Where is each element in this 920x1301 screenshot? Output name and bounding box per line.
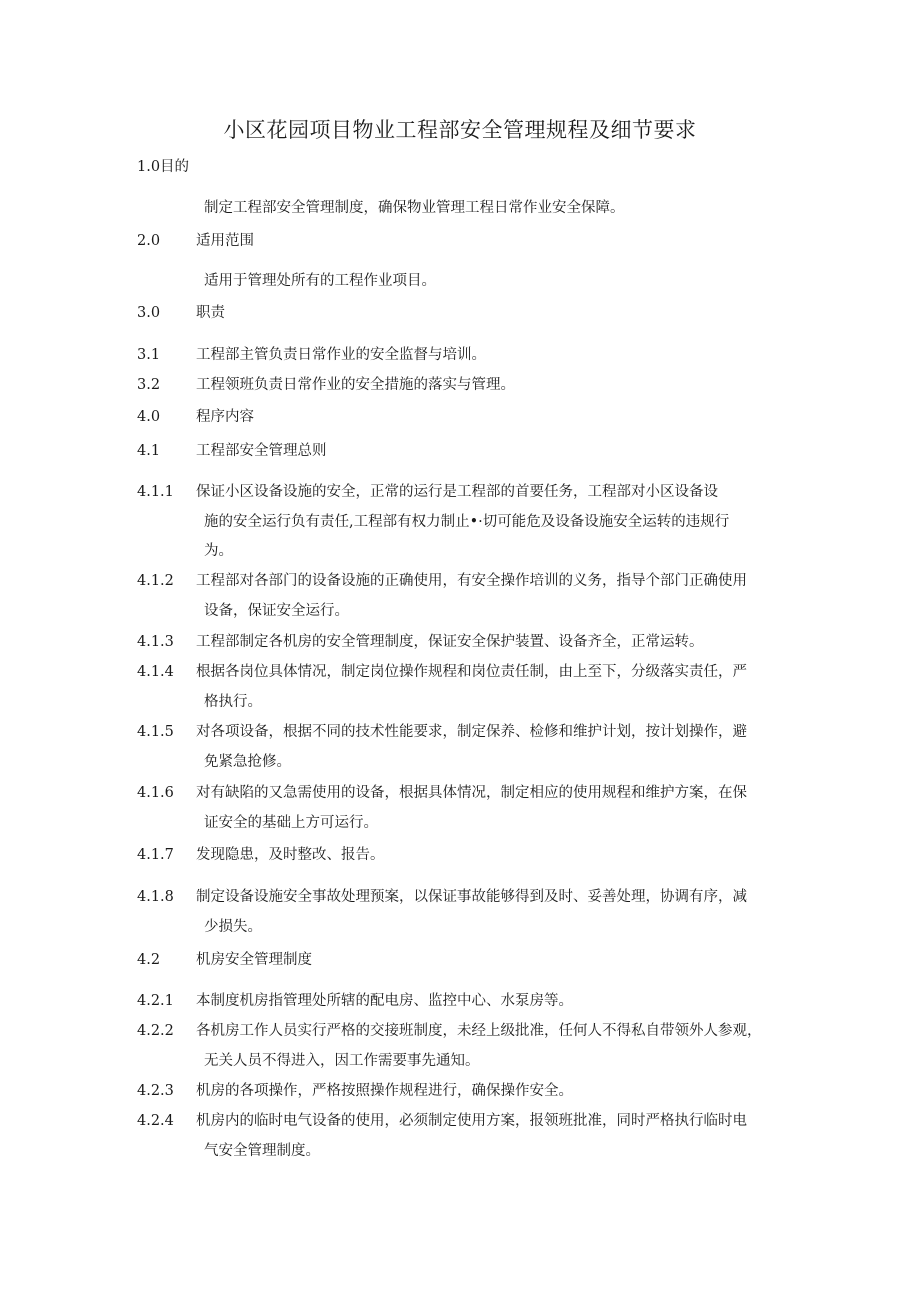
item-text-3-2: 工程领班负责日常作业的安全措施的落实与管理。 [196,377,515,393]
section-number-3-0: 3.0 [137,305,161,321]
section-number-4-2: 4.2 [137,952,161,968]
item-number-4-1-1: 4.1.1 [137,484,174,500]
item-text-4-1-2-line1: 工程部对各部门的设备设施的正确使用，有安全操作培训的义务，指导个部门正确使用 [196,573,747,589]
item-text-4-1-7-line1: 发现隐患，及时整改、报告。 [196,847,385,863]
item-text-4-2-4-line2: 气安全管理制度。 [204,1143,320,1159]
item-number-3-2: 3.2 [137,377,161,393]
item-number-4-2-3: 4.2.3 [137,1083,174,1099]
item-text-4-2-3-line1: 机房的各项操作，严格按照操作规程进行，确保操作安全。 [196,1083,573,1099]
item-number-4-1-8: 4.1.8 [137,889,174,905]
item-text-3-1: 工程部主管负责日常作业的安全监督与培训。 [196,347,486,363]
section-heading-4-2: 机房安全管理制度 [196,952,312,968]
item-text-4-1-1-line2: 施的安全运行负有责任,工程部有权力制止•·切可能危及设备设施安全运转的违规行 [204,514,730,530]
item-number-4-1-4: 4.1.4 [137,664,174,680]
item-number-4-1-2: 4.1.2 [137,573,174,589]
section-heading-4-0: 程序内容 [196,409,254,425]
item-text-4-2-4-line1: 机房内的临时电气设备的使用，必须制定使用方案，报领班批准，同时严格执行临时电 [196,1113,747,1129]
item-number-4-1-7: 4.1.7 [137,847,174,863]
section-heading-3-0: 职责 [196,305,225,321]
item-number-4-2-1: 4.2.1 [137,993,174,1009]
item-text-4-1-3-line1: 工程部制定各机房的安全管理制度，保证安全保护装置、设备齐全，正常运转。 [196,634,704,650]
section-body-2-0: 适用于管理处所有的工程作业项目。 [204,273,436,289]
item-number-4-2-2: 4.2.2 [137,1023,174,1039]
item-text-4-1-5-line1: 对各项设备，根据不同的技术性能要求，制定保养、检修和维护计划，按计划操作，避 [196,724,747,740]
item-number-4-1-3: 4.1.3 [137,634,174,650]
item-text-4-1-4-line1: 根据各岗位具体情况，制定岗位操作规程和岗位责任制，由上至下，分级落实责任，严 [196,664,747,680]
item-number-4-1-5: 4.1.5 [137,724,174,740]
item-text-4-2-2-line1: 各机房工作人员实行严格的交接班制度，未经上级批准，任何人不得私自带领外人参观， [196,1023,762,1039]
item-number-3-1: 3.1 [137,347,161,363]
item-number-4-1-6: 4.1.6 [137,785,174,801]
item-text-4-1-1-line3: 为。 [204,543,233,559]
section-heading-1-0: 1.0目的 [137,159,190,175]
item-text-4-1-8-line1: 制定设备设施安全事故处理预案，以保证事故能够得到及时、妥善处理，协调有序，减 [196,889,747,905]
document-title: 小区花园项目物业工程部安全管理规程及细节要求 [223,118,697,142]
item-text-4-1-1-line1: 保证小区设备设施的安全，正常的运行是工程部的首要任务，工程部对小区设备设 [196,484,718,500]
item-text-4-2-2-line2: 无关人员不得进入，因工作需要事先通知。 [204,1053,480,1069]
section-heading-4-1: 工程部安全管理总则 [196,443,327,459]
item-text-4-1-6-line1: 对有缺陷的又急需使用的设备，根据具体情况，制定相应的使用规程和维护方案，在保 [196,785,747,801]
item-text-4-1-4-line2: 格执行。 [204,694,262,710]
item-text-4-1-6-line2: 证安全的基础上方可运行。 [204,815,378,831]
section-heading-2-0: 适用范围 [196,233,254,249]
section-number-4-0: 4.0 [137,409,161,425]
item-text-4-1-2-line2: 设备，保证安全运行。 [204,603,349,619]
section-body-1-0: 制定工程部安全管理制度，确保物业管理工程日常作业安全保障。 [204,200,625,216]
section-number-4-1: 4.1 [137,443,161,459]
item-number-4-2-4: 4.2.4 [137,1113,174,1129]
item-text-4-2-1-line1: 本制度机房指管理处所辖的配电房、监控中心、水泵房等。 [196,993,573,1009]
section-number-2-0: 2.0 [137,233,161,249]
item-text-4-1-5-line2: 免紧急抢修。 [204,754,291,770]
item-text-4-1-8-line2: 少损失。 [204,919,262,935]
